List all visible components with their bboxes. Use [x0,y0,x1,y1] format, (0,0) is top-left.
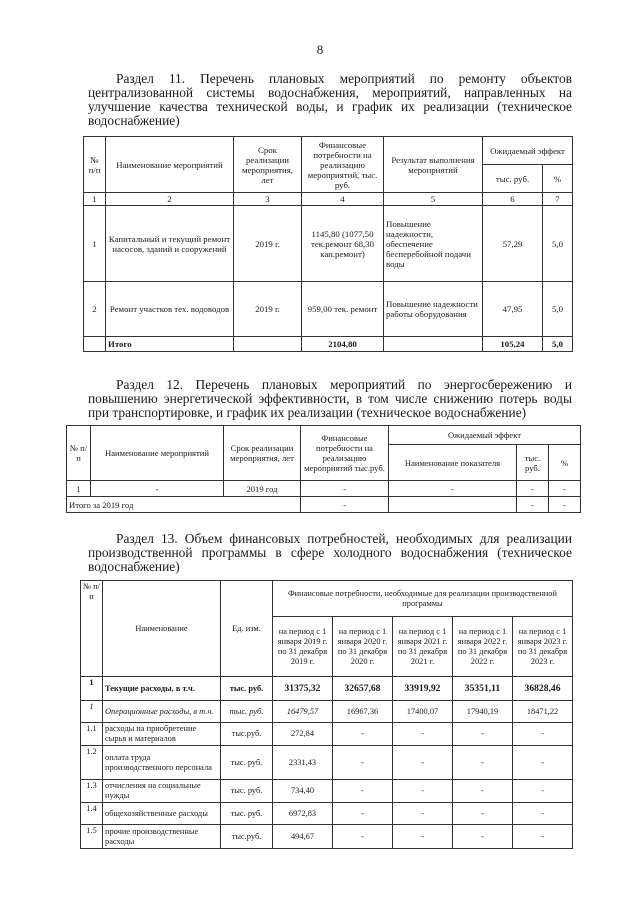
row-value-2021: - [393,723,453,746]
row-value-2019: 31375,32 [273,677,333,701]
total-label: Итого за 2019 год [67,497,301,513]
header-effect: Ожидаемый эффект [483,137,573,165]
row-value-2020: - [333,825,393,849]
row-finance: 1145,80 (1077,50 тек.ремонт 68,30 кап.ремонт) [302,206,384,282]
row-num: 2 [84,282,106,337]
total-finance: 2104,80 [302,337,384,352]
table-row [81,723,573,746]
row-value-2020: - [333,723,393,746]
row-effect-pct: 5,0 [543,282,573,337]
section-12-title: Раздел 12. Перечень плановых мероприятий по энергосбережению и повышению энергетической эффективности, в том числе снижению потерь воды при транспортировке, и график их реализации (техническое водоснабжение) [88,377,572,420]
row-name: отчисления на социальные нужды [103,780,221,803]
row-value-2022: - [453,803,513,825]
row-value-2022: 17940,19 [453,701,513,723]
row-num: 1 [84,206,106,282]
total-label: Итого [106,337,234,352]
row-unit: тыс. руб. [221,746,273,780]
row-value-2021: - [393,803,453,825]
row-value-2023: - [513,825,573,849]
header-num: № п/п [81,581,103,677]
row-value-2022: - [453,723,513,746]
row-name: - [91,481,224,497]
row-value-2019: 6972,83 [273,803,333,825]
header-period-2022: на период с 1 января 2022 г. по 31 декабря 2022 г. [453,617,513,677]
row-value-2019: 734,40 [273,780,333,803]
row-value-2023: - [513,803,573,825]
page-number: 8 [316,42,324,57]
total-row [67,497,581,513]
col-number: 1 [84,193,106,206]
row-term: 2019 г. [234,206,302,282]
header-unit: Ед. изм. [221,581,273,677]
row-unit: тыс.руб. [221,825,273,849]
row-num: 1.2 [81,746,103,780]
row-term: 2019 год [224,481,301,497]
section-13-title: Раздел 13. Объем финансовых потребностей, необходимых для реализации производственной программы в сфере холодного водоснабжения (техническое водоснабжение) [88,531,572,574]
header-period-2023: на период с 1 января 2023 г. по 31 декабря 2023 г. [513,617,573,677]
row-effect-tr: - [517,481,549,497]
col-number: 6 [483,193,543,206]
row-value-2022: - [453,780,513,803]
col-number: 3 [234,193,302,206]
total-row [84,337,573,352]
row-effect-pct: 5,0 [543,206,573,282]
row-num: 1 [81,701,103,723]
row-value-2022: - [453,746,513,780]
row-value-2023: - [513,780,573,803]
row-name: Текущие расходы, в т.ч. [103,677,221,701]
col-number: 2 [106,193,234,206]
row-value-2021: 17400,07 [393,701,453,723]
header-name: Наименование мероприятий [91,426,224,481]
section-11-table [83,136,573,352]
row-unit: тыс. руб. [221,701,273,723]
header-finance: Финансовые потребности, необходимые для реализации производственной программы [273,581,573,617]
total-finance: - [301,497,389,513]
row-value-2020: 32657,68 [333,677,393,701]
table-row [84,206,573,282]
table-row [81,746,573,780]
row-name: Ремонт участков тех. водоводов [106,282,234,337]
row-unit: тыс. руб. [221,677,273,701]
header-period-2019: на период с 1 января 2019 г. по 31 декабря 2019 г. [273,617,333,677]
row-value-2019: 16479,57 [273,701,333,723]
row-unit: тыс.руб. [221,723,273,746]
col-number: 5 [384,193,483,206]
header-num: № п/п [67,426,91,481]
total-effect-pct: - [549,497,581,513]
table-row [81,803,573,825]
row-num: 1.1 [81,723,103,746]
row-name: общехозяйственные расходы [103,803,221,825]
row-value-2020: - [333,780,393,803]
header-indicator: Наименование показателя [389,445,517,481]
row-finance: 959,00 тек. ремонт [302,282,384,337]
row-value-2023: - [513,746,573,780]
header-term: Срок реализации мероприятия, лет [224,426,301,481]
row-value-2020: - [333,803,393,825]
header-effect-pct: % [549,445,581,481]
row-value-2021: - [393,780,453,803]
row-term: 2019 г. [234,282,302,337]
header-effect-pct: % [543,165,573,193]
row-effect-tr: 47,95 [483,282,543,337]
header-period-2021: на период с 1 января 2021 г. по 31 декабря 2021 г. [393,617,453,677]
row-name: Капитальный и текущий ремонт насосов, зданий и сооружений [106,206,234,282]
row-value-2022: - [453,825,513,849]
row-num: 1.3 [81,780,103,803]
table-row [81,701,573,723]
table-row [81,780,573,803]
header-period-2020: на период с 1 января 2020 г. по 31 декабря 2020 г. [333,617,393,677]
row-indicator: - [389,481,517,497]
header-finance: Финансовые потребности на реализацию мероприятий, тыс. руб. [302,137,384,193]
header-name: Наименование мероприятий [106,137,234,193]
row-value-2021: - [393,825,453,849]
header-effect-tr: тыс. руб. [517,445,549,481]
header-num: № п/п [84,137,106,193]
total-effect-tr: - [517,497,549,513]
header-term: Срок реализации мероприятия, лет [234,137,302,193]
row-name: прочие производственные расходы [103,825,221,849]
table-row [81,825,573,849]
table-row [81,677,573,701]
header-name: Наименование [103,581,221,677]
row-value-2020: 16967,36 [333,701,393,723]
total-effect-tr: 105,24 [483,337,543,352]
row-value-2019: 272,84 [273,723,333,746]
header-effect-tr: тыс. руб. [483,165,543,193]
row-value-2019: 494,67 [273,825,333,849]
row-num: 1.5 [81,825,103,849]
header-result: Результат выполнения мероприятий [384,137,483,193]
row-name: Операционные расходы, в т.ч. [103,701,221,723]
row-value-2021: 33919,92 [393,677,453,701]
row-value-2023: 18471,22 [513,701,573,723]
row-value-2023: 36828,46 [513,677,573,701]
row-name: оплата труда производственного персонала [103,746,221,780]
row-effect-tr: 57,29 [483,206,543,282]
table-row [84,282,573,337]
row-value-2021: - [393,746,453,780]
row-value-2023: - [513,723,573,746]
row-name: расходы на приобретение сырья и материалов [103,723,221,746]
row-finance: - [301,481,389,497]
col-number: 7 [543,193,573,206]
row-value-2022: 35351,11 [453,677,513,701]
col-number: 4 [302,193,384,206]
row-value-2019: 2331,43 [273,746,333,780]
section-13-table [80,580,573,849]
table-row [67,481,581,497]
row-unit: тыс. руб. [221,780,273,803]
section-12-table [66,425,581,513]
row-effect-pct: - [549,481,581,497]
row-num: 1.4 [81,803,103,825]
row-value-2020: - [333,746,393,780]
header-finance: Финансовые потребности на реализацию мероприятий тыс.руб. [301,426,389,481]
row-result: Повышение надежности, обеспечение бесперебойной подачи воды [384,206,483,282]
section-11-title: Раздел 11. Перечень плановых мероприятий по ремонту объектов централизованной системы водоснабжения, мероприятий, направленных на улучшение качества технической воды, и график их реализации (техническое водоснабжение) [88,71,572,128]
row-num: 1 [67,481,91,497]
row-result: Повышение надежности работы оборудования [384,282,483,337]
header-effect: Ожидаемый эффект [389,426,581,445]
row-unit: тыс. руб. [221,803,273,825]
row-num: 1 [81,677,103,701]
total-effect-pct: 5,0 [543,337,573,352]
